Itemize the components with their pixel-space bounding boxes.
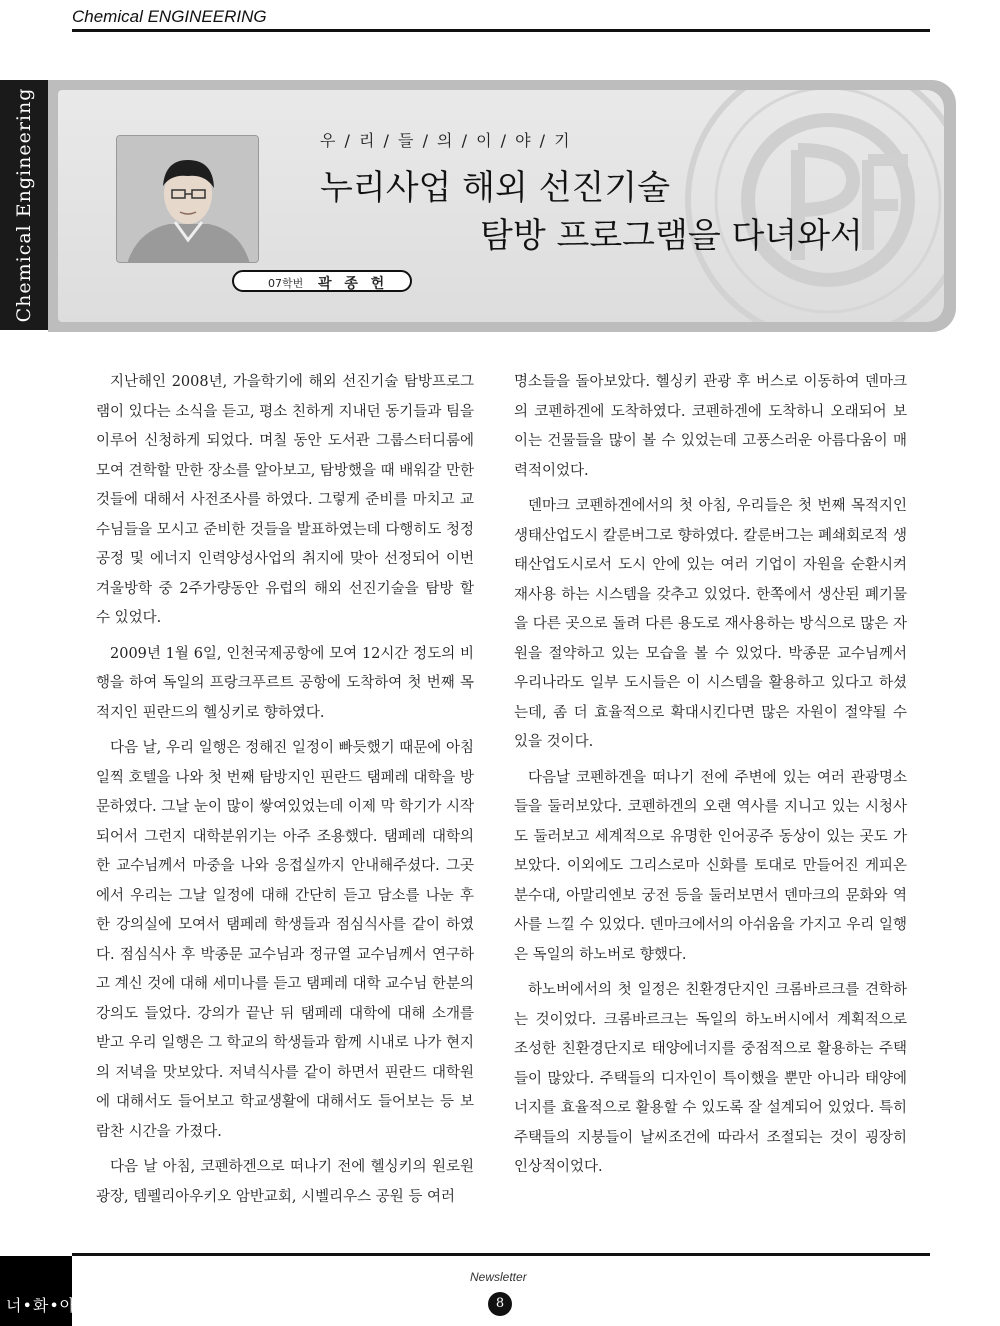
article-title-line1: 누리사업 해외 선진기술 <box>320 168 671 208</box>
author-photo <box>116 135 259 263</box>
running-header <box>72 4 930 32</box>
series-kicker: 우 / 리 / 들 / 의 / 이 / 야 / 기 <box>320 131 572 150</box>
header-title: Chemical ENGINEERING <box>72 7 267 26</box>
paragraph: 2009년 1월 6일, 인천국제공항에 모여 12시간 정도의 비행을 하여 독일의 프랑크푸르트 공항에 도착하여 첫 번째 목적지인 핀란드의 헬싱키로 향하였다. <box>96 645 474 721</box>
side-tab <box>0 80 48 330</box>
paragraph: 지난해인 2008년, 가을학기에 해외 선진기술 탐방프로그램이 있다는 소식을 듣고, 평소 친하게 지내던 동기들과 팀을 이루어 신청하게 되었다. 며칠 동안 도서관 그룹스터디룸에 모여 견학할 만한 장소를 알아보고, 탐방했을 때 배워갈 만한 것들에 대해서 사전조사를 하였다. 그렇게 준비를 마치고 교수님들을 모시고 준비한 것들을 발표하였는데 다행히도 청정공정 및 에너지 인력양성사업의 취지에 맞아 선정되어 이번 겨울방학 중 2주가량동안 유럽의 해외 선진기술을 탐방 할 수 있었다. <box>96 374 474 626</box>
footer-label: 너•화•아 <box>6 1296 77 1315</box>
paragraph: 덴마크 코펜하겐에서의 첫 아침, 우리들은 첫 번째 목적지인 생태산업도시 칼룬버그로 향하였다. 칼룬버그는 폐쇄회로적 생태산업도시로서 도시 안에 있는 여러 기업이 자원을 순환시켜 재사용 하는 시스템을 갖추고 있었다. 한쪽에서 생산된 폐기물을 다른 곳으로 돌려 다른 용도로 재사용하는 방식으로 많은 자원을 절약하고 있는 모습을 볼 수 있었다. 박종문 교수님께서 우리나라도 일부 도시들은 이 시스템을 활용하고 있다고 하셨는데, 좀 더 효율적으로 확대시킨다면 많은 자원이 절약될 수 있을 것이다. <box>514 498 907 750</box>
article-banner <box>48 80 956 332</box>
footer-rule <box>72 1253 930 1256</box>
author-name: 곽 종 헌 <box>318 276 389 292</box>
person-portrait-icon <box>117 136 259 263</box>
paragraph: 다음 날, 우리 일행은 정해진 일정이 빠듯했기 때문에 아침 일찍 호텔을 나와 첫 번째 탐방지인 핀란드 탬페레 대학을 방문하였다. 그날 눈이 많이 쌓여있었는데 이제 막 학기가 시작되어서 그런지 대학분위기는 아주 조용했다. 탬페레 대학의 한 교수님께서 마중을 나와 응접실까지 안내해주셨다. 그곳에서 우리는 그날 일정에 대해 간단히 듣고 담소를 나눈 후 한 강의실에 모여서 탬페레 학생들과 점심식사를 같이 하였다. 점심식사 후 박종문 교수님과 정규열 교수님께서 연구하고 계신 것에 대해 세미나를 듣고 탬페레 대학 교수님 한분의 강의도 들었다. 강의가 끝난 뒤 탬페레 대학에 대해 소개를 받고 우리 일행은 그 학교의 학생들과 함께 시내로 나가 현지의 저녁을 맛보았다. 저녁식사를 같이 하면서 핀란드 대학원에 대해서도 들어보고 학교생활에 대해서도 들어보는 등 보람찬 시간을 가졌다. <box>96 740 474 1140</box>
article-column-left <box>96 368 474 1218</box>
paragraph: 다음날 코펜하겐을 떠나기 전에 주변에 있는 여러 관광명소들을 둘러보았다. 코펜하겐의 오랜 역사를 지니고 있는 시청사도 둘러보고 세계적으로 유명한 인어공주 동상이 있는 곳도 가보았다. 이외에도 그리스로마 신화를 토대로 만들어진 게피온 분수대, 아말리엔보 궁전 등을 둘러보면서 덴마크의 문화와 역사를 느낄 수 있었다. 덴마크에서의 아쉬움을 가지고 우리 일행은 독일의 하노버로 향했다. <box>514 769 907 963</box>
article-title-line2: 탐방 프로그램을 다녀와서 <box>480 216 863 256</box>
paragraph: 하노버에서의 첫 일정은 친환경단지인 크롬바르크를 견학하는 것이었다. 크롬바르크는 독일의 하노버시에서 계획적으로 조성한 친환경단지로 태양에너지를 중점적으로 활용하는 주택들이 많았다. 주택들의 디자인이 특이했을 뿐만 아니라 태양에너지를 효율적으로 활용할 수 있도록 잘 설계되어 있었다. 특히 주택들의 지붕들이 날씨조건에 따라서 조절되는 것이 굉장히 인상적이었다. <box>514 982 907 1175</box>
banner-inner <box>58 90 944 322</box>
watermark-seal-icon <box>678 90 944 322</box>
author-prefix: 07학번 <box>268 277 304 290</box>
newsletter-label: Newsletter <box>470 1270 527 1284</box>
paragraph: 다음 날 아침, 코펜하겐으로 떠나기 전에 헬싱키의 원로원 광장, 템펠리아우키오 암반교회, 시벨리우스 공원 등 여러 <box>96 1159 474 1205</box>
paragraph: 명소들을 돌아보았다. 헬싱키 관광 후 버스로 이동하여 덴마크의 코펜하겐에 도착하였다. 코펜하겐에 도착하니 오래되어 보이는 건물들을 많이 볼 수 있었는데 고풍스러운 아름다움이 매력적이었다. <box>514 374 907 479</box>
author-byline <box>232 270 412 292</box>
page-number: 8 <box>488 1292 512 1316</box>
side-tab-label: Chemical Engineering <box>13 87 35 323</box>
article-column-right <box>514 368 907 1189</box>
